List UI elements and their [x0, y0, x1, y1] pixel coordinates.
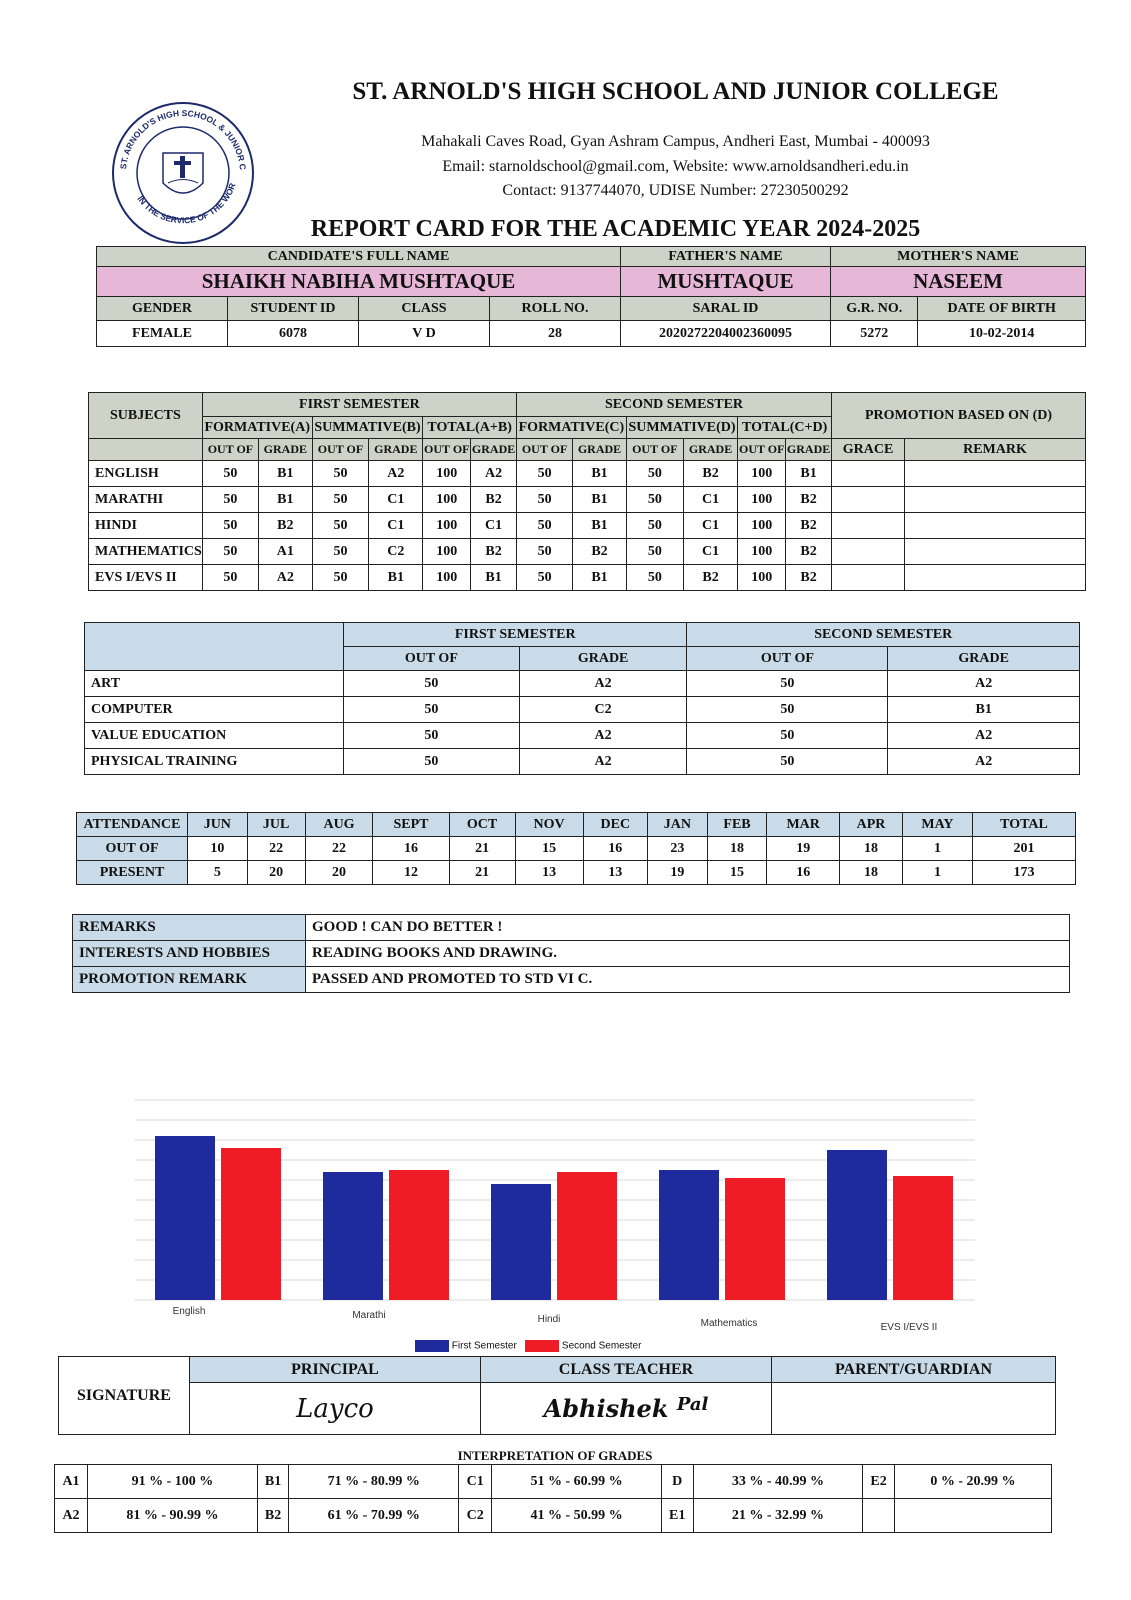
summative-d-label: SUMMATIVE(D): [626, 417, 737, 439]
att-out-of-cell: 18: [707, 837, 767, 861]
att-present-cell: 5: [188, 861, 248, 885]
remarks-label: REMARKS: [73, 915, 306, 941]
table-row: [89, 487, 1086, 513]
subject-name: MATHEMATICS: [89, 539, 203, 565]
father-label: FATHER'S NAME: [621, 247, 831, 267]
grade-label: GRADE: [471, 439, 517, 461]
mark-cell: 100: [738, 565, 786, 591]
student-id-value: 6078: [228, 321, 359, 347]
mother-name: NASEEM: [831, 267, 1086, 297]
month-header: MAY: [902, 813, 972, 837]
mark-cell: B2: [786, 513, 832, 539]
mark-cell: B2: [471, 487, 517, 513]
remark-label: REMARK: [905, 439, 1086, 461]
co-cell: C2: [519, 697, 687, 723]
out-of-label: OUT OF: [626, 439, 683, 461]
grace-cell: [832, 461, 905, 487]
gender-value: FEMALE: [97, 321, 228, 347]
co-cell: A2: [519, 749, 687, 775]
attendance-table: [76, 812, 1076, 885]
subject-name: ENGLISH: [89, 461, 203, 487]
parent-signature: [772, 1383, 1056, 1435]
blank-cell: [89, 439, 203, 461]
bar-second-semester: [557, 1172, 617, 1300]
co-cell: 50: [344, 697, 520, 723]
principal-signature: [190, 1383, 481, 1435]
mark-cell: 50: [202, 513, 258, 539]
table-row: [89, 461, 1086, 487]
hobbies-label: INTERESTS AND HOBBIES: [73, 941, 306, 967]
chart-category-label: Marathi: [352, 1310, 386, 1321]
class-value: V D: [359, 321, 490, 347]
att-present-cell: 12: [373, 861, 449, 885]
grace-label: GRACE: [832, 439, 905, 461]
dob-value: 10-02-2014: [918, 321, 1086, 347]
mark-cell: B1: [573, 461, 627, 487]
bar-second-semester: [725, 1178, 785, 1300]
svg-text:IN THE SERVICE OF THE WORD: IN THE SERVICE OF THE WOR: [135, 181, 238, 226]
mark-cell: 50: [516, 513, 572, 539]
chart-category-label: Hindi: [537, 1314, 561, 1325]
legend-first-label: First Semester: [451, 1340, 517, 1352]
grade-code: C2: [459, 1499, 492, 1533]
mark-cell: 50: [202, 539, 258, 565]
mark-cell: 100: [738, 513, 786, 539]
total-cd-label: TOTAL(C+D): [738, 417, 832, 439]
mark-cell: B2: [786, 565, 832, 591]
total-ab-label: TOTAL(A+B): [423, 417, 517, 439]
grades-title: INTERPRETATION OF GRADES: [457, 1448, 653, 1463]
att-present-cell: 13: [583, 861, 648, 885]
hobbies-value: READING BOOKS AND DRAWING.: [306, 941, 1070, 967]
mark-cell: 50: [312, 513, 369, 539]
grade-range: 91 % - 100 %: [88, 1465, 258, 1499]
month-header: AUG: [305, 813, 373, 837]
co-grade-label: GRADE: [888, 647, 1080, 671]
co-cell: A2: [888, 749, 1080, 775]
co-grade-label: GRADE: [519, 647, 687, 671]
att-out-of-cell: 21: [449, 837, 515, 861]
mark-cell: 50: [626, 513, 683, 539]
grace-cell: [832, 539, 905, 565]
month-header: JUN: [188, 813, 248, 837]
bar-first-semester: [323, 1172, 383, 1300]
grade-label: GRADE: [259, 439, 313, 461]
att-out-of-cell: 1: [902, 837, 972, 861]
chart-legend: [415, 1340, 715, 1352]
month-header: TOTAL: [972, 813, 1075, 837]
mark-cell: 50: [202, 565, 258, 591]
svg-text:ST. ARNOLD'S HIGH SCHOOL & JUN: ST. ARNOLD'S HIGH SCHOOL & JUNIOR C: [118, 107, 248, 171]
remark-cell: [905, 461, 1086, 487]
school-contact: Contact: 9137744070, UDISE Number: 27230500292: [502, 182, 849, 199]
grade-range: 33 % - 40.99 %: [693, 1465, 863, 1499]
month-header: DEC: [583, 813, 648, 837]
mark-cell: 100: [423, 513, 471, 539]
grade-label: GRADE: [786, 439, 832, 461]
att-present-cell: 21: [449, 861, 515, 885]
mark-cell: 50: [626, 565, 683, 591]
mark-cell: B2: [573, 539, 627, 565]
co-first-sem-label: FIRST SEMESTER: [344, 623, 687, 647]
mark-cell: 50: [626, 539, 683, 565]
mark-cell: B1: [259, 461, 313, 487]
mark-cell: 100: [423, 461, 471, 487]
att-present-cell: 13: [515, 861, 583, 885]
att-present-cell: 1: [902, 861, 972, 885]
legend-swatch-first: [415, 1340, 449, 1352]
att-present-cell: 173: [972, 861, 1075, 885]
grade-range: 61 % - 70.99 %: [289, 1499, 459, 1533]
grace-cell: [832, 513, 905, 539]
mark-cell: B2: [471, 539, 517, 565]
grade-blank: [863, 1499, 895, 1533]
promotion-label: PROMOTION BASED ON (D): [832, 393, 1086, 439]
co-out-of-label: OUT OF: [687, 647, 888, 671]
att-present-cell: 15: [707, 861, 767, 885]
remark-cell: [905, 487, 1086, 513]
dob-label: DATE OF BIRTH: [918, 297, 1086, 321]
grade-code: C1: [459, 1465, 492, 1499]
saral-label: SARAL ID: [621, 297, 831, 321]
report-title: REPORT CARD FOR THE ACADEMIC YEAR 2024-2025: [310, 216, 921, 242]
month-header: MAR: [767, 813, 840, 837]
table-row: [89, 565, 1086, 591]
att-out-of-cell: 23: [648, 837, 708, 861]
mark-cell: B1: [259, 487, 313, 513]
remark-cell: [905, 513, 1086, 539]
mark-cell: B1: [573, 513, 627, 539]
bar-second-semester: [389, 1170, 449, 1300]
mark-cell: 50: [626, 461, 683, 487]
mark-cell: B1: [369, 565, 423, 591]
grade-code: B1: [257, 1465, 289, 1499]
summative-b-label: SUMMATIVE(B): [312, 417, 423, 439]
roll-label: ROLL NO.: [490, 297, 621, 321]
att-present-cell: 20: [247, 861, 305, 885]
teacher-signature-text-2: Pal: [676, 1394, 709, 1415]
grade-range: 81 % - 90.99 %: [88, 1499, 258, 1533]
grade-blank: [894, 1499, 1051, 1533]
table-row: [85, 697, 1080, 723]
student-id-label: STUDENT ID: [228, 297, 359, 321]
grade-label: GRADE: [369, 439, 423, 461]
bar-first-semester: [155, 1136, 215, 1300]
mark-cell: C1: [369, 487, 423, 513]
att-out-of-cell: 22: [247, 837, 305, 861]
principal-label: PRINCIPAL: [190, 1357, 481, 1383]
co-cell: A2: [519, 723, 687, 749]
att-out-of-cell: 10: [188, 837, 248, 861]
mark-cell: C2: [369, 539, 423, 565]
mark-cell: C1: [683, 487, 737, 513]
mark-cell: 50: [516, 461, 572, 487]
grades-table: [54, 1464, 1052, 1533]
school-email: Email: starnoldschool@gmail.com, Website: www.arnoldsandheri.edu.in: [442, 158, 909, 175]
att-present-cell: 20: [305, 861, 373, 885]
grade-code: A1: [55, 1465, 88, 1499]
att-out-of-cell: 22: [305, 837, 373, 861]
formative-c-label: FORMATIVE(C): [516, 417, 626, 439]
co-cell: A2: [519, 671, 687, 697]
mark-cell: 50: [202, 487, 258, 513]
month-header: FEB: [707, 813, 767, 837]
gr-label: G.R. NO.: [831, 297, 918, 321]
att-out-of-cell: 16: [583, 837, 648, 861]
remarks-table: [72, 914, 1070, 993]
bar-first-semester: [827, 1150, 887, 1300]
first-sem-label: FIRST SEMESTER: [202, 393, 516, 417]
co-cell: A2: [888, 723, 1080, 749]
table-row: [89, 513, 1086, 539]
attendance-label: ATTENDANCE: [77, 813, 188, 837]
grade-label: GRADE: [683, 439, 737, 461]
month-header: APR: [840, 813, 903, 837]
principal-signature-text: Layco: [296, 1393, 374, 1424]
name-label: CANDIDATE'S FULL NAME: [97, 247, 621, 267]
mark-cell: 100: [423, 565, 471, 591]
teacher-signature-text: Abhishek: [543, 1394, 669, 1423]
mark-cell: A1: [259, 539, 313, 565]
grade-code: B2: [257, 1499, 289, 1533]
co-cell: A2: [888, 671, 1080, 697]
out-of-label: OUT OF: [312, 439, 369, 461]
co-scholastic-table: [84, 622, 1080, 775]
att-out-of-cell: 15: [515, 837, 583, 861]
mark-cell: A2: [259, 565, 313, 591]
parent-label: PARENT/GUARDIAN: [772, 1357, 1056, 1383]
out-of-label: OUT OF: [738, 439, 786, 461]
formative-a-label: FORMATIVE(A): [202, 417, 312, 439]
table-row: [85, 671, 1080, 697]
co-cell: 50: [344, 749, 520, 775]
mark-cell: 100: [738, 461, 786, 487]
mark-cell: B1: [573, 565, 627, 591]
subject-name: EVS I/EVS II: [89, 565, 203, 591]
table-row: [85, 749, 1080, 775]
mark-cell: B2: [259, 513, 313, 539]
att-out-of-cell: 18: [840, 837, 903, 861]
bar-first-semester: [491, 1184, 551, 1300]
mark-cell: A2: [369, 461, 423, 487]
out-of-label: OUT OF: [516, 439, 572, 461]
mark-cell: 100: [423, 487, 471, 513]
mother-label: MOTHER'S NAME: [831, 247, 1086, 267]
mark-cell: 50: [202, 461, 258, 487]
mark-cell: B1: [786, 461, 832, 487]
co-cell: 50: [687, 671, 888, 697]
mark-cell: 50: [516, 539, 572, 565]
teacher-signature: [481, 1383, 772, 1435]
activity-name: COMPUTER: [85, 697, 344, 723]
second-sem-label: SECOND SEMESTER: [516, 393, 831, 417]
grade-range: 0 % - 20.99 %: [894, 1465, 1051, 1499]
att-out-of-cell: 16: [373, 837, 449, 861]
bar-second-semester: [221, 1148, 281, 1300]
co-cell: 50: [344, 671, 520, 697]
mark-cell: C1: [683, 539, 737, 565]
mark-cell: 100: [738, 487, 786, 513]
student-info-table: [96, 246, 1086, 347]
grade-code: E1: [661, 1499, 693, 1533]
bar-first-semester: [659, 1170, 719, 1300]
mark-cell: B2: [786, 539, 832, 565]
grace-cell: [832, 565, 905, 591]
mark-cell: 50: [312, 461, 369, 487]
mark-cell: 50: [312, 565, 369, 591]
att-present-cell: 19: [648, 861, 708, 885]
out-of-label: OUT OF: [423, 439, 471, 461]
month-header: OCT: [449, 813, 515, 837]
mark-cell: 50: [516, 487, 572, 513]
co-cell: B1: [888, 697, 1080, 723]
co-cell: 50: [344, 723, 520, 749]
activity-name: PHYSICAL TRAINING: [85, 749, 344, 775]
promotion-remark-value: PASSED AND PROMOTED TO STD VI C.: [306, 967, 1070, 993]
att-present-label: PRESENT: [77, 861, 188, 885]
subject-name: HINDI: [89, 513, 203, 539]
co-cell: 50: [687, 749, 888, 775]
out-of-label: OUT OF: [202, 439, 258, 461]
grade-range: 51 % - 60.99 %: [492, 1465, 662, 1499]
mark-cell: B1: [573, 487, 627, 513]
month-header: JUL: [247, 813, 305, 837]
student-name: SHAIKH NABIHA MUSHTAQUE: [97, 267, 621, 297]
att-present-cell: 16: [767, 861, 840, 885]
school-name: ST. ARNOLD'S HIGH SCHOOL AND JUNIOR COLLEGE: [352, 78, 999, 105]
table-row: [89, 539, 1086, 565]
mark-cell: C1: [471, 513, 517, 539]
att-out-of-label: OUT OF: [77, 837, 188, 861]
co-cell: 50: [687, 723, 888, 749]
father-name: MUSHTAQUE: [621, 267, 831, 297]
mark-cell: C1: [683, 513, 737, 539]
mark-cell: 50: [516, 565, 572, 591]
signature-label: SIGNATURE: [59, 1357, 190, 1435]
mark-cell: 50: [626, 487, 683, 513]
remarks-value: GOOD ! CAN DO BETTER !: [306, 915, 1070, 941]
grade-code: D: [661, 1465, 693, 1499]
co-second-sem-label: SECOND SEMESTER: [687, 623, 1080, 647]
month-header: NOV: [515, 813, 583, 837]
roll-value: 28: [490, 321, 621, 347]
chart-category-label: Mathematics: [700, 1318, 758, 1329]
att-out-of-cell: 201: [972, 837, 1075, 861]
mark-cell: A2: [471, 461, 517, 487]
mark-cell: 50: [312, 539, 369, 565]
legend-swatch-second: [525, 1340, 559, 1352]
mark-cell: C1: [369, 513, 423, 539]
gender-label: GENDER: [97, 297, 228, 321]
grade-code: E2: [863, 1465, 895, 1499]
activity-name: ART: [85, 671, 344, 697]
grade-range: 41 % - 50.99 %: [492, 1499, 662, 1533]
co-cell: 50: [687, 697, 888, 723]
co-out-of-label: OUT OF: [344, 647, 520, 671]
mark-cell: B2: [786, 487, 832, 513]
mark-cell: B1: [471, 565, 517, 591]
month-header: SEPT: [373, 813, 449, 837]
grace-cell: [832, 487, 905, 513]
subjects-label: SUBJECTS: [89, 393, 203, 439]
mark-cell: 100: [738, 539, 786, 565]
mark-cell: B2: [683, 565, 737, 591]
class-label: CLASS: [359, 297, 490, 321]
mark-cell: B2: [683, 461, 737, 487]
school-address: Mahakali Caves Road, Gyan Ashram Campus, Andheri East, Mumbai - 400093: [421, 133, 930, 150]
marks-table: [88, 392, 1086, 591]
remark-cell: [905, 539, 1086, 565]
chart-category-label: English: [172, 1306, 206, 1317]
activity-name: VALUE EDUCATION: [85, 723, 344, 749]
grade-code: A2: [55, 1499, 88, 1533]
bar-second-semester: [893, 1176, 953, 1300]
saral-value: 2020272204002360095: [621, 321, 831, 347]
class-teacher-label: CLASS TEACHER: [481, 1357, 772, 1383]
blank-cell: [85, 623, 344, 671]
month-header: JAN: [648, 813, 708, 837]
grade-range: 21 % - 32.99 %: [693, 1499, 863, 1533]
gr-value: 5272: [831, 321, 918, 347]
grade-range: 71 % - 80.99 %: [289, 1465, 459, 1499]
mark-cell: 100: [423, 539, 471, 565]
chart-category-label: EVS I/EVS II: [880, 1322, 938, 1333]
subject-name: MARATHI: [89, 487, 203, 513]
att-out-of-cell: 19: [767, 837, 840, 861]
grade-label: GRADE: [573, 439, 627, 461]
att-present-cell: 18: [840, 861, 903, 885]
legend-second-label: Second Semester: [561, 1340, 642, 1352]
table-row: [85, 723, 1080, 749]
remark-cell: [905, 565, 1086, 591]
promotion-remark-label: PROMOTION REMARK: [73, 967, 306, 993]
mark-cell: 50: [312, 487, 369, 513]
signature-table: [58, 1356, 1056, 1435]
